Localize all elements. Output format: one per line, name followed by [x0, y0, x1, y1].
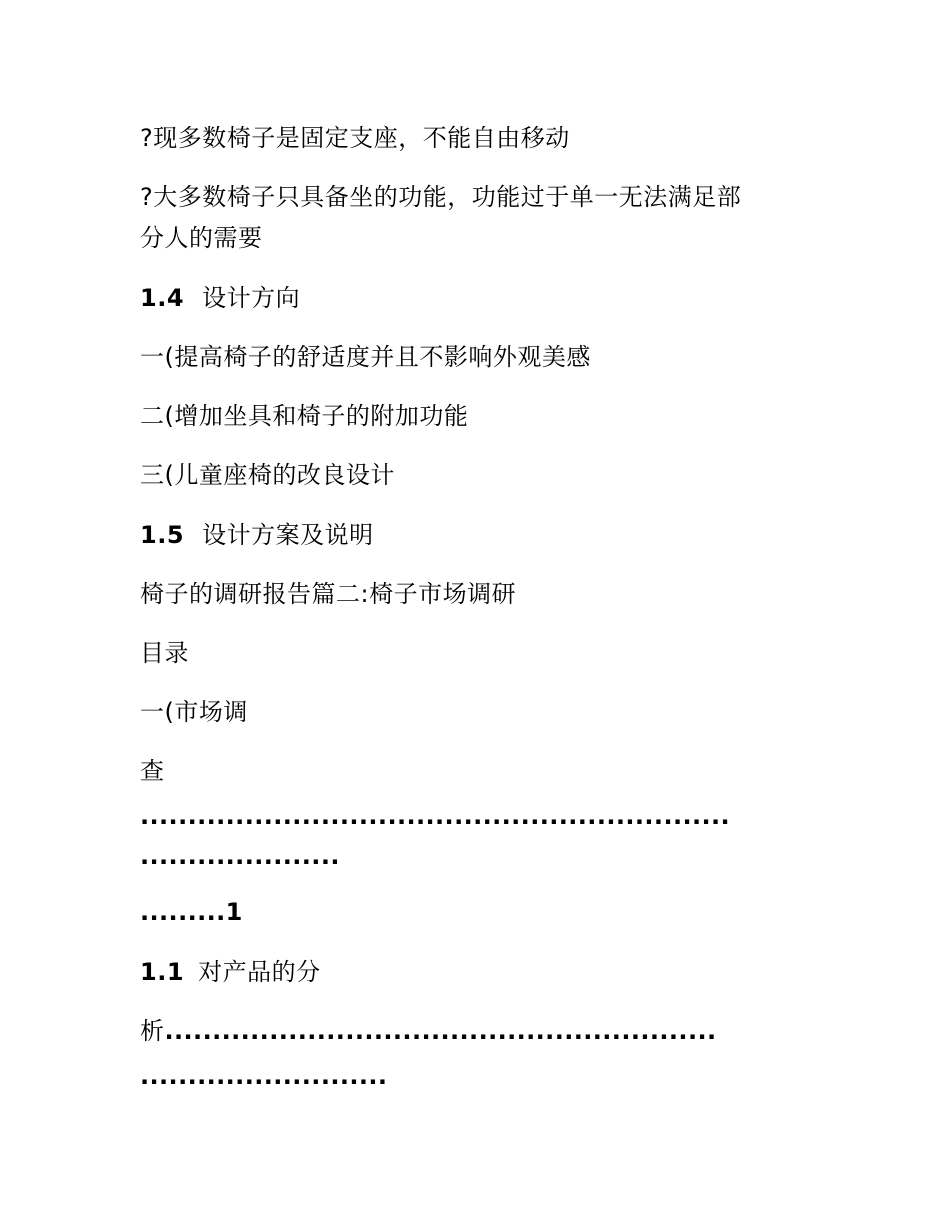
section-number: 1.1: [140, 958, 185, 986]
bullet-line-single-function: [140, 181, 741, 213]
dots: ..........................................................: [164, 1017, 717, 1045]
dots: ..........................: [140, 1062, 388, 1090]
toc-heading: [140, 637, 189, 669]
text: 析: [140, 1017, 165, 1045]
toc-leader-dots-cont: [140, 840, 340, 872]
toc-entry-1: [140, 696, 248, 728]
section-title: 对产品的分: [198, 958, 321, 986]
toc-leader-dots: [140, 800, 730, 832]
toc-entry-1-cont: [140, 755, 165, 787]
direction-item-1: [140, 341, 591, 373]
toc-entry-1-1: [140, 956, 321, 988]
toc-entry-1-1-cont: [140, 1015, 717, 1047]
report-title: [140, 578, 516, 610]
dots: .....................: [140, 842, 340, 870]
text: 椅子的调研报告篇二:椅子市场调研: [140, 580, 517, 608]
text: ?大多数椅子只具备坐的功能，功能过于单一无法满足部: [140, 183, 742, 211]
text: 分人的需要: [140, 224, 263, 252]
text: 查: [140, 757, 165, 785]
section-number: 1.5: [140, 521, 185, 549]
bullet-line-single-function-cont: [140, 222, 263, 254]
bullet-line-fixed-seat: [140, 122, 570, 154]
text: 三(儿童座椅的改良设计: [140, 461, 395, 489]
section-heading-1-5: [140, 519, 374, 551]
text: ?现多数椅子是固定支座，不能自由移动: [140, 124, 570, 152]
direction-item-2: [140, 400, 468, 432]
section-title: 设计方向: [202, 284, 301, 312]
text: 目录: [140, 639, 189, 667]
section-title: 设计方案及说明: [202, 521, 374, 549]
text: 一(市场调: [140, 698, 248, 726]
direction-item-3: [140, 459, 395, 491]
text: 一(提高椅子的舒适度并且不影响外观美感: [140, 343, 591, 371]
section-heading-1-4: [140, 282, 300, 314]
dots: ..............................................................: [140, 802, 731, 830]
section-number: 1.4: [140, 284, 185, 312]
toc-leader-dots-2-cont: [140, 1060, 387, 1092]
dots-page: .........1: [140, 898, 243, 926]
toc-page-number-1: [140, 896, 243, 928]
text: 二(增加坐具和椅子的附加功能: [140, 402, 469, 430]
